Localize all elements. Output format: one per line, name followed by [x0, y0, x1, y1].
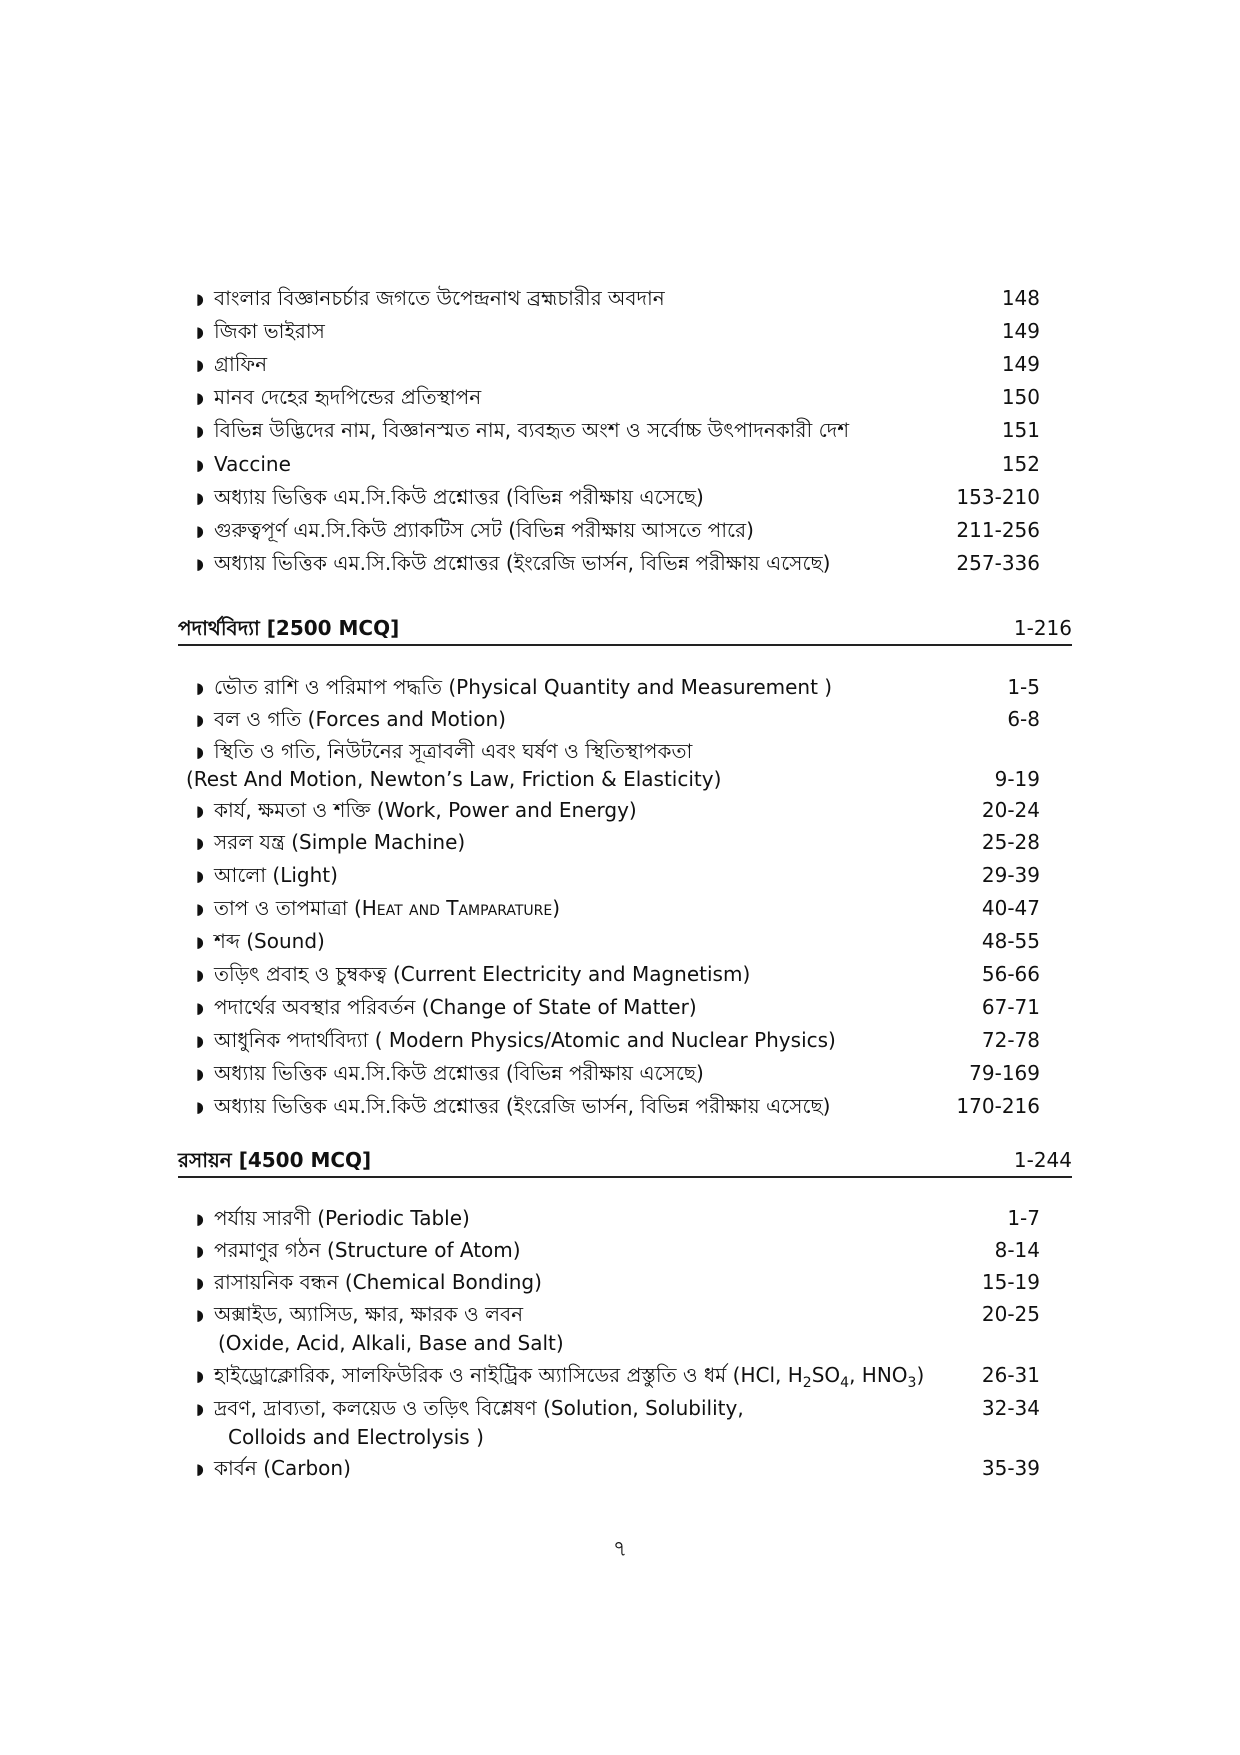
toc-entry-page: 1-7: [1007, 1206, 1040, 1230]
toc-entry: [196, 285, 1040, 312]
toc-entry: [196, 318, 1040, 345]
bullet-icon: ◗: [196, 900, 204, 918]
toc-entry: [196, 451, 1040, 478]
bullet-icon: ◗: [196, 456, 204, 474]
toc-entry-page: 20-24: [981, 798, 1040, 822]
toc-entry-title: তড়িৎ প্রবাহ ও চুম্বকত্ব (Current Electricity and Magnetism): [214, 962, 751, 986]
bullet-icon: ◗: [196, 1400, 204, 1418]
toc-entry-title: মানব দেহের হৃদপিন্ডের প্রতিস্থাপন: [214, 385, 482, 409]
bullet-icon: ◗: [196, 966, 204, 984]
toc-entry-page: 40-47: [981, 896, 1040, 920]
bullet-icon: ◗: [196, 323, 204, 341]
toc-entry: [196, 1301, 1040, 1328]
section-page-range: 1-216: [1013, 616, 1072, 640]
bullet-icon: ◗: [196, 1032, 204, 1050]
toc-entry-page: 149: [1001, 319, 1040, 343]
bullet-icon: ◗: [196, 999, 204, 1017]
toc-entry-page: 48-55: [981, 929, 1040, 953]
section-heading-physics: [178, 614, 1072, 646]
bullet-icon: ◗: [196, 743, 204, 761]
toc-entry-page: 153-210: [956, 485, 1040, 509]
toc-entry-page: 35-39: [981, 1456, 1040, 1480]
toc-entry: [196, 351, 1040, 378]
bullet-icon: ◗: [196, 679, 204, 697]
toc-entry: [196, 674, 1040, 701]
toc-entry-title: জিকা ভাইরাস: [214, 319, 325, 343]
toc-entry-page: 56-66: [981, 962, 1040, 986]
toc-entry-title: অধ্যায় ভিত্তিক এম.সি.কিউ প্রশ্নোত্তর (বিভিন্ন পরীক্ষায় এসেছে): [214, 1061, 704, 1085]
toc-entry: [196, 797, 1040, 824]
toc-entry-page: 149: [1001, 352, 1040, 376]
page-number: ৭: [612, 1537, 628, 1562]
toc-entry: [196, 384, 1040, 411]
toc-entry-page: 26-31: [981, 1363, 1040, 1387]
toc-entry-page: 79-169: [969, 1061, 1040, 1085]
section-heading-chemistry: [178, 1146, 1072, 1178]
toc-entry-title: সরল যন্ত্র (Simple Machine): [214, 830, 466, 854]
toc-entry-title: আধুনিক পদার্থবিদ্যা ( Modern Physics/Atomic and Nuclear Physics): [214, 1028, 836, 1052]
subscript: 4: [840, 1375, 850, 1391]
toc-entry-title-smallcaps: Heat and Tamparature: [361, 896, 553, 920]
bullet-icon: ◗: [196, 522, 204, 540]
bullet-icon: ◗: [196, 422, 204, 440]
toc-entry-subtitle: (Oxide, Acid, Alkali, Base and Salt): [218, 1331, 564, 1355]
toc-entry-title: অধ্যায় ভিত্তিক এম.সি.কিউ প্রশ্নোত্তর (বিভিন্ন পরীক্ষায় এসেছে): [214, 485, 704, 509]
toc-entry: [196, 484, 1040, 511]
toc-entry: [196, 417, 1040, 444]
toc-entry-page: 8-14: [994, 1238, 1040, 1262]
bullet-icon: ◗: [196, 489, 204, 507]
toc-entry: [196, 1237, 1040, 1264]
toc-entry-page: 151: [1001, 418, 1040, 442]
toc-entry-page: 72-78: [981, 1028, 1040, 1052]
toc-entry-title-end: ): [552, 896, 561, 920]
toc-entry-title: তাপ ও তাপমাত্রা (: [214, 896, 362, 920]
toc-entry-title: পরমাণুর গঠন (Structure of Atom): [214, 1238, 521, 1262]
formula-part: SO: [811, 1363, 841, 1387]
toc-entry: [196, 1362, 1040, 1389]
bullet-icon: ◗: [196, 711, 204, 729]
toc-entry-page: 25-28: [981, 830, 1040, 854]
toc-entry-subtitle: (Rest And Motion, Newton’s Law, Friction & Elasticity): [186, 767, 722, 791]
toc-entry-page: 9-19: [994, 767, 1040, 791]
toc-entry: [196, 1395, 1040, 1422]
toc-entry-page: 211-256: [956, 518, 1040, 542]
toc-entry-page: 1-5: [1007, 675, 1040, 699]
section-title: পদার্থবিদ্যা [2500 MCQ]: [178, 616, 400, 640]
toc-entry-title: বাংলার বিজ্ঞানচর্চার জগতে উপেন্দ্রনাথ ব্রহ্মচারীর অবদান: [214, 286, 665, 310]
toc-entry-page: 152: [1001, 452, 1040, 476]
bullet-icon: ◗: [196, 1306, 204, 1324]
bullet-icon: ◗: [196, 1367, 204, 1385]
toc-entry-page: 67-71: [981, 995, 1040, 1019]
toc-entry-subtitle: Colloids and Electrolysis ): [228, 1425, 484, 1449]
bullet-icon: ◗: [196, 389, 204, 407]
toc-entry-title: বিভিন্ন উদ্ভিদের নাম, বিজ্ঞানস্মত নাম, ব্যবহৃত অংশ ও সর্বোচ্চ উৎপাদনকারী দেশ: [214, 418, 850, 442]
toc-entry-page: 150: [1001, 385, 1040, 409]
bullet-icon: ◗: [196, 555, 204, 573]
subscript: 3: [907, 1375, 917, 1391]
bullet-icon: ◗: [196, 1065, 204, 1083]
formula-part: , HNO: [849, 1363, 908, 1387]
toc-entry-title: Vaccine: [214, 452, 291, 476]
toc-entry-title: শব্দ (Sound): [214, 929, 325, 953]
toc-entry: [196, 706, 1040, 733]
toc-entry-title: কার্য, ক্ষমতা ও শক্তি (Work, Power and Energy): [214, 798, 637, 822]
bullet-icon: ◗: [196, 933, 204, 951]
toc-entry-title: আলো (Light): [214, 863, 338, 887]
toc-entry-title: অধ্যায় ভিত্তিক এম.সি.কিউ প্রশ্নোত্তর (ইংরেজি ভার্সন, বিভিন্ন পরীক্ষায় এসেছে): [214, 551, 831, 575]
toc-entry: [196, 961, 1040, 988]
toc-entry-title: স্থিতি ও গতি, নিউটনের সূত্রাবলী এবং ঘর্ষণ ও স্থিতিস্থাপকতা: [214, 739, 693, 763]
toc-entry: [196, 1093, 1040, 1120]
toc-entry-title: পর্যায় সারণী (Periodic Table): [214, 1206, 470, 1230]
toc-entry-title: পদার্থের অবস্থার পরিবর্তন (Change of State of Matter): [214, 995, 697, 1019]
toc-entry: [196, 1455, 1040, 1482]
toc-entry-page: 148: [1001, 286, 1040, 310]
toc-entry-page: 20-25: [981, 1302, 1040, 1326]
toc-entry: [196, 994, 1040, 1021]
bullet-icon: ◗: [196, 1242, 204, 1260]
formula-part: ): [916, 1363, 925, 1387]
toc-entry-title: গুরুত্বপূর্ণ এম.সি.কিউ প্র্যাকটিস সেট (বিভিন্ন পরীক্ষায় আসতে পারে): [214, 518, 754, 542]
bullet-icon: ◗: [196, 1460, 204, 1478]
toc-entry-page: 29-39: [981, 863, 1040, 887]
toc-entry-title: বল ও গতি (Forces and Motion): [214, 707, 506, 731]
toc-entry-page: 32-34: [981, 1396, 1040, 1420]
section-title: রসায়ন [4500 MCQ]: [178, 1148, 372, 1172]
toc-entry-title: দ্রবণ, দ্রাব্যতা, কলয়েড ও তড়িৎ বিশ্লেষণ (Solution, Solubility,: [214, 1396, 744, 1420]
toc-entry-title: হাইড্রোক্লোরিক, সালফিউরিক ও নাইট্রিক অ্যাসিডের প্রস্তুতি ও ধর্ম (HCl, H: [214, 1363, 803, 1387]
toc-entry-page: 6-8: [1007, 707, 1040, 731]
toc-entry: [196, 928, 1040, 955]
toc-entry-page: 257-336: [956, 551, 1040, 575]
toc-entry: [196, 1269, 1040, 1296]
toc-entry: [196, 1027, 1040, 1054]
toc-entry-title: ভৌত রাশি ও পরিমাপ পদ্ধতি (Physical Quantity and Measurement ): [214, 675, 833, 699]
toc-entry: [196, 550, 1040, 577]
toc-entry: [196, 517, 1040, 544]
toc-entry-title: অধ্যায় ভিত্তিক এম.সি.কিউ প্রশ্নোত্তর (ইংরেজি ভার্সন, বিভিন্ন পরীক্ষায় এসেছে): [214, 1094, 831, 1118]
toc-entry-page: 15-19: [981, 1270, 1040, 1294]
bullet-icon: ◗: [196, 867, 204, 885]
toc-entry: [196, 1205, 1040, 1232]
toc-entry: [196, 738, 1040, 765]
bullet-icon: ◗: [196, 1274, 204, 1292]
bullet-icon: ◗: [196, 1098, 204, 1116]
toc-entry-title: গ্রাফিন: [214, 352, 268, 376]
bullet-icon: ◗: [196, 356, 204, 374]
section-page-range: 1-244: [1013, 1148, 1072, 1172]
toc-entry: [196, 862, 1040, 889]
toc-entry-title: কার্বন (Carbon): [214, 1456, 351, 1480]
toc-entry: [196, 1060, 1040, 1087]
toc-entry-title: অক্সাইড, অ্যাসিড, ক্ষার, ক্ষারক ও লবন: [214, 1302, 524, 1326]
toc-entry: [196, 829, 1040, 856]
bullet-icon: ◗: [196, 290, 204, 308]
bullet-icon: ◗: [196, 802, 204, 820]
bullet-icon: ◗: [196, 1210, 204, 1228]
bullet-icon: ◗: [196, 834, 204, 852]
toc-entry-title: রাসায়নিক বন্ধন (Chemical Bonding): [214, 1270, 542, 1294]
toc-entry-page: 170-216: [956, 1094, 1040, 1118]
toc-entry: [196, 895, 1040, 922]
subscript: 2: [802, 1375, 812, 1391]
